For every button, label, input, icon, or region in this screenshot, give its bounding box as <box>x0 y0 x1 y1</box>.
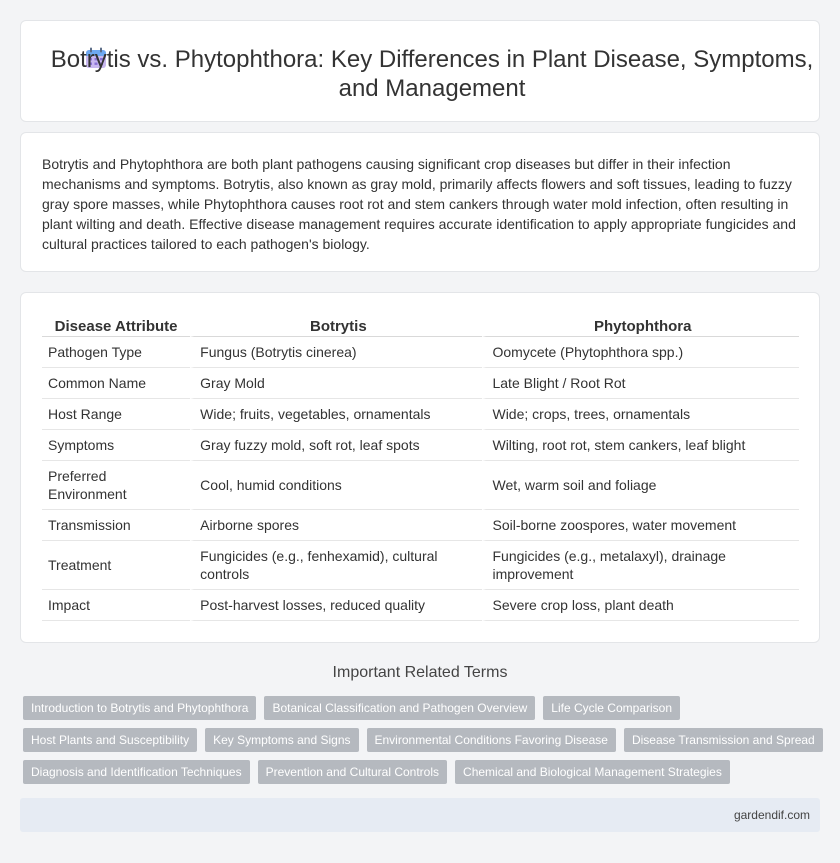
cell-phytophthora: Oomycete (Phytophthora spp.) <box>482 337 799 368</box>
cell-phytophthora: Fungicides (e.g., metalaxyl), drainage improvement <box>482 541 799 590</box>
page-title: Botrytis vs. Phytophthora: Key Differences in Plant Disease, Symptoms, and Management <box>50 46 814 102</box>
table-row <box>42 368 799 399</box>
table-row <box>42 461 799 510</box>
cell-phytophthora: Soil-borne zoospores, water movement <box>482 510 799 541</box>
cell-botrytis: Post-harvest losses, reduced quality <box>190 590 482 621</box>
related-term-tag[interactable]: Botanical Classification and Pathogen Overview <box>264 696 535 720</box>
cell-attribute: Transmission <box>42 510 190 541</box>
cell-attribute: Treatment <box>42 541 190 590</box>
related-terms-heading: Important Related Terms <box>332 664 508 681</box>
table-header-row <box>42 315 799 337</box>
intro-card <box>20 132 820 272</box>
related-term-tag[interactable]: Environmental Conditions Favoring Disease <box>367 728 616 752</box>
cell-attribute: Impact <box>42 590 190 621</box>
related-term-tag[interactable]: Disease Transmission and Spread <box>624 728 823 752</box>
comparison-table-card <box>20 292 820 643</box>
footer-site-link[interactable]: gardendif.com <box>733 808 810 822</box>
cell-attribute: Preferred Environment <box>42 461 190 510</box>
cell-botrytis: Airborne spores <box>190 510 482 541</box>
related-term-tag[interactable]: Diagnosis and Identification Techniques <box>23 760 250 784</box>
cell-botrytis: Wide; fruits, vegetables, ornamentals <box>190 399 482 430</box>
cell-phytophthora: Severe crop loss, plant death <box>482 590 799 621</box>
table-row <box>42 541 799 590</box>
table-row <box>42 337 799 368</box>
cell-botrytis: Gray fuzzy mold, soft rot, leaf spots <box>190 430 482 461</box>
cell-botrytis: Cool, humid conditions <box>190 461 482 510</box>
related-term-tag[interactable]: Host Plants and Susceptibility <box>23 728 197 752</box>
tag-row <box>23 696 823 720</box>
header-phytophthora: Phytophthora <box>482 315 799 337</box>
table-row <box>42 430 799 461</box>
cell-attribute: Common Name <box>42 368 190 399</box>
related-term-tag[interactable]: Introduction to Botrytis and Phytophthora <box>23 696 256 720</box>
cell-phytophthora: Wet, warm soil and foliage <box>482 461 799 510</box>
cell-attribute: Pathogen Type <box>42 337 190 368</box>
related-terms-list <box>23 696 823 792</box>
comparison-table <box>42 315 799 621</box>
table-row <box>42 510 799 541</box>
tag-row <box>23 760 823 784</box>
cell-attribute: Host Range <box>42 399 190 430</box>
table-row <box>42 399 799 430</box>
cell-phytophthora: Wilting, root rot, stem cankers, leaf blight <box>482 430 799 461</box>
tag-row <box>23 728 823 752</box>
cell-botrytis: Fungus (Botrytis cinerea) <box>190 337 482 368</box>
header-attribute: Disease Attribute <box>42 315 190 337</box>
intro-paragraph: Botrytis and Phytophthora are both plant pathogens causing significant crop diseases but differ in their infection mechanisms and symptoms. Botrytis, also known as gray mold, primarily affects flowers and soft tissues, leading to fuzzy gray spore masses, while Phytophthora causes root rot and stem cankers through water mold infection, often resulting in plant wilting and death. Effective disease management requires accurate identification to apply appropriate fungicides and cultural practices tailored to each pathogen's biology. <box>42 156 796 252</box>
related-term-tag[interactable]: Chemical and Biological Management Strategies <box>455 760 730 784</box>
footer <box>20 798 820 832</box>
cell-attribute: Symptoms <box>42 430 190 461</box>
header-card <box>20 20 820 122</box>
related-term-tag[interactable]: Key Symptoms and Signs <box>205 728 358 752</box>
related-term-tag[interactable]: Prevention and Cultural Controls <box>258 760 447 784</box>
cell-botrytis: Gray Mold <box>190 368 482 399</box>
related-term-tag[interactable]: Life Cycle Comparison <box>543 696 680 720</box>
cell-botrytis: Fungicides (e.g., fenhexamid), cultural controls <box>190 541 482 590</box>
cell-phytophthora: Late Blight / Root Rot <box>482 368 799 399</box>
cell-phytophthora: Wide; crops, trees, ornamentals <box>482 399 799 430</box>
header-botrytis: Botrytis <box>190 315 482 337</box>
table-row <box>42 590 799 621</box>
